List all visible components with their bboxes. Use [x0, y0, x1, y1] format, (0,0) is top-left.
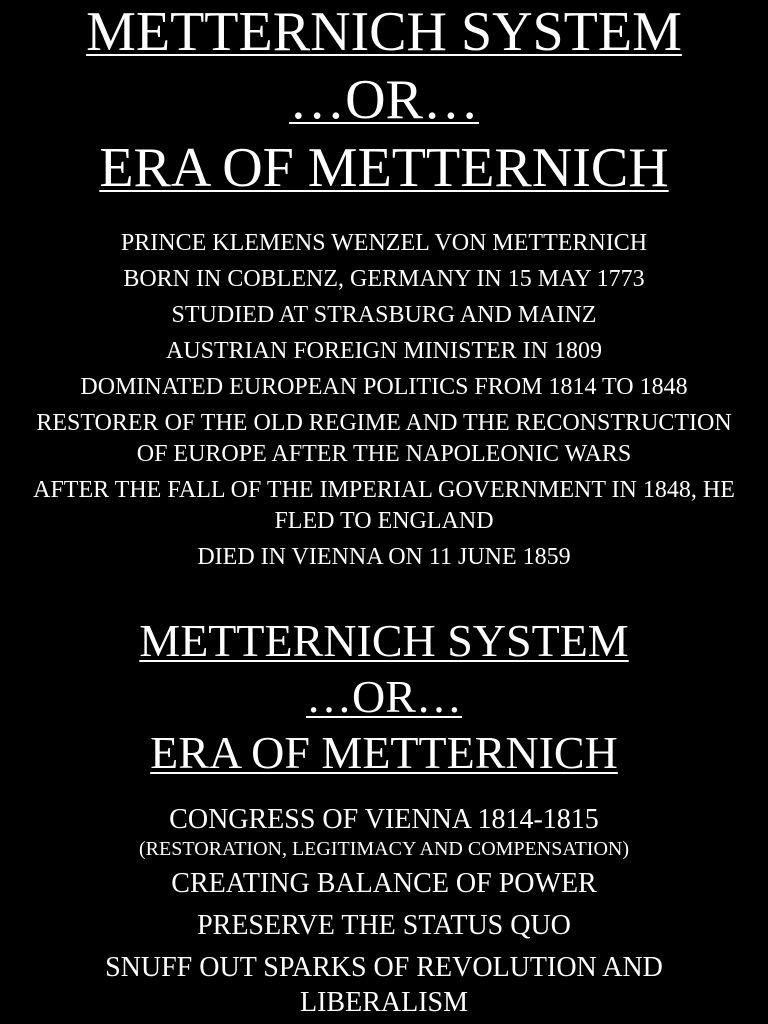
slide-1-bullet-list [0, 228, 768, 573]
slide-2-bullet-list [0, 802, 768, 1020]
slide-2-title [0, 576, 768, 786]
slide-1-title [0, 0, 768, 208]
slide-1-bullet: DIED IN VIENNA ON 11 JUNE 1859 [197, 544, 571, 570]
slide-1-title-line-1: METTERNICH SYSTEM [86, 1, 682, 63]
slide-2-title-line-1: METTERNICH SYSTEM [139, 615, 629, 666]
slide-1-bullet: AUSTRIAN FOREIGN MINISTER IN 1809 [166, 338, 602, 364]
slide-1-bullet: RESTORER OF THE OLD REGIME AND THE RECONSTRUCTION OF EUROPE AFTER THE NAPOLEONIC WARS [36, 410, 732, 467]
slide-2-bullet: PRESERVE THE STATUS QUO [197, 910, 571, 941]
slide-2-title-line-3: ERA OF METTERNICH [150, 727, 618, 778]
slide-2-bullet: CREATING BALANCE OF POWER [171, 868, 597, 899]
slide-1-bullet: AFTER THE FALL OF THE IMPERIAL GOVERNMENT IN 1848, HE FLED TO ENGLAND [33, 477, 735, 534]
slide-1-title-line-2: …OR… [289, 69, 479, 131]
slide-1-bullet: STUDIED AT STRASBURG AND MAINZ [171, 302, 597, 328]
slide-2 [0, 576, 768, 1024]
slide-1-bullet: BORN IN COBLENZ, GERMANY IN 15 MAY 1773 [123, 266, 645, 292]
slide-2-bullet: SNUFF OUT SPARKS OF REVOLUTION AND LIBERALISM [105, 952, 663, 1018]
slide-2-bullet: CONGRESS OF VIENNA 1814-1815 [169, 804, 599, 835]
slide-2-bullet-note: (RESTORATION, LEGITIMACY AND COMPENSATION) [139, 838, 629, 860]
slide-1-bullet: PRINCE KLEMENS WENZEL VON METTERNICH [120, 230, 648, 256]
slide-1-bullet: DOMINATED EUROPEAN POLITICS FROM 1814 TO 1848 [80, 374, 688, 400]
slide-1-title-line-3: ERA OF METTERNICH [99, 137, 669, 199]
slide-2-title-line-2: …OR… [306, 671, 462, 722]
